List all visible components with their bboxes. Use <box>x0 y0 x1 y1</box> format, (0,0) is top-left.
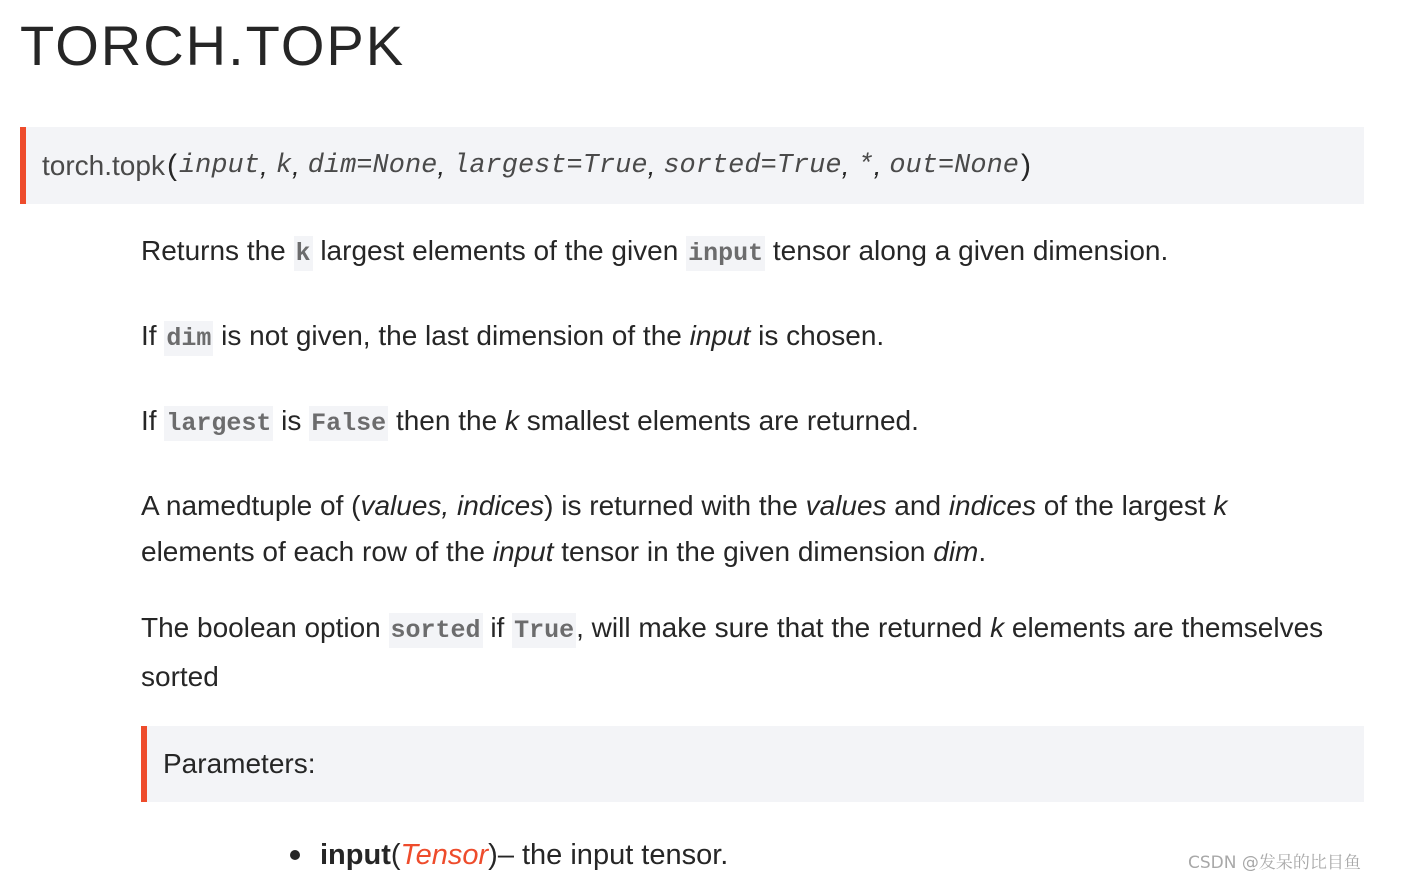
code-k: k <box>294 236 313 271</box>
text: if <box>482 612 513 643</box>
text: , will make sure that the returned <box>576 612 991 643</box>
parameter-name: input <box>320 839 391 871</box>
emphasis-input: input <box>492 536 554 567</box>
text: then the <box>388 405 505 436</box>
signature-arg-out: out=None <box>889 150 1019 181</box>
signature-open-paren: ( <box>166 148 177 182</box>
code-sorted: sorted <box>389 613 483 648</box>
emphasis-k: k <box>504 405 519 436</box>
text: largest elements of the given <box>312 235 687 266</box>
text: of the largest <box>1035 490 1214 521</box>
emphasis-indices: indices <box>948 490 1036 521</box>
parameter-type-link[interactable]: Tensor <box>400 839 489 871</box>
description <box>141 228 1341 736</box>
text: is chosen. <box>750 320 885 351</box>
code-false: False <box>309 406 388 441</box>
paragraph-dim <box>141 313 1341 362</box>
watermark: CSDN @发呆的比目鱼 <box>1188 853 1361 873</box>
parameter-description: – the input tensor. <box>497 839 729 871</box>
signature-arg-input: input <box>178 150 260 181</box>
signature-arg-star: * <box>857 150 874 181</box>
text: tensor along a given dimension. <box>765 235 1169 266</box>
paragraph-sorted <box>141 605 1341 700</box>
signature-arg-sorted: sorted=True <box>663 150 842 181</box>
signature-arg-dim: dim=None <box>307 150 438 181</box>
text: tensor in the given dimension <box>553 536 934 567</box>
signature-separator: , <box>437 149 446 181</box>
text: elements are themselves sorted <box>141 612 1324 692</box>
text: A namedtuple of ( <box>141 490 361 521</box>
bullet-icon <box>290 850 300 860</box>
code-largest: largest <box>164 406 273 441</box>
signature-separator: , <box>841 149 850 181</box>
parameters-heading <box>141 726 1364 802</box>
parameter-list <box>290 830 728 878</box>
text: If <box>141 405 165 436</box>
signature-arg-k: k <box>275 150 292 181</box>
list-item <box>290 830 728 878</box>
text: is <box>273 405 310 436</box>
signature-separator: , <box>291 149 300 181</box>
text: If <box>141 320 165 351</box>
parameters-heading-label: Parameters: <box>163 748 316 779</box>
emphasis-k: k <box>990 612 1005 643</box>
text: ) is returned with the <box>544 490 806 521</box>
signature-separator: , <box>647 149 656 181</box>
emphasis-values-indices: values, indices <box>360 490 545 521</box>
code-input: input <box>686 236 765 271</box>
code-dim: dim <box>164 321 213 356</box>
signature-close-paren: ) <box>1020 148 1031 182</box>
function-signature <box>20 127 1364 204</box>
signature-arg-largest: largest=True <box>453 150 648 181</box>
text: . <box>978 536 987 567</box>
parameter-close-paren: ) <box>488 839 498 871</box>
signature-function-name: torch.topk <box>42 149 165 181</box>
emphasis-k: k <box>1213 490 1228 521</box>
text: Returns the <box>141 235 294 266</box>
page-title: TORCH.TOPK <box>20 14 406 77</box>
text: and <box>886 490 949 521</box>
paragraph-namedtuple <box>141 483 1341 575</box>
emphasis-input: input <box>689 320 751 351</box>
text: is not given, the last dimension of the <box>213 320 690 351</box>
signature-separator: , <box>873 149 882 181</box>
text: elements of each row of the <box>141 536 493 567</box>
parameter-open-paren: ( <box>390 839 401 871</box>
text: The boolean option <box>141 612 389 643</box>
code-true: True <box>512 613 576 648</box>
paragraph-largest <box>141 398 1341 447</box>
signature-separator: , <box>259 149 268 181</box>
emphasis-values: values <box>805 490 887 521</box>
text: smallest elements are returned. <box>518 405 919 436</box>
emphasis-dim: dim <box>933 536 979 567</box>
paragraph-returns <box>141 228 1341 277</box>
